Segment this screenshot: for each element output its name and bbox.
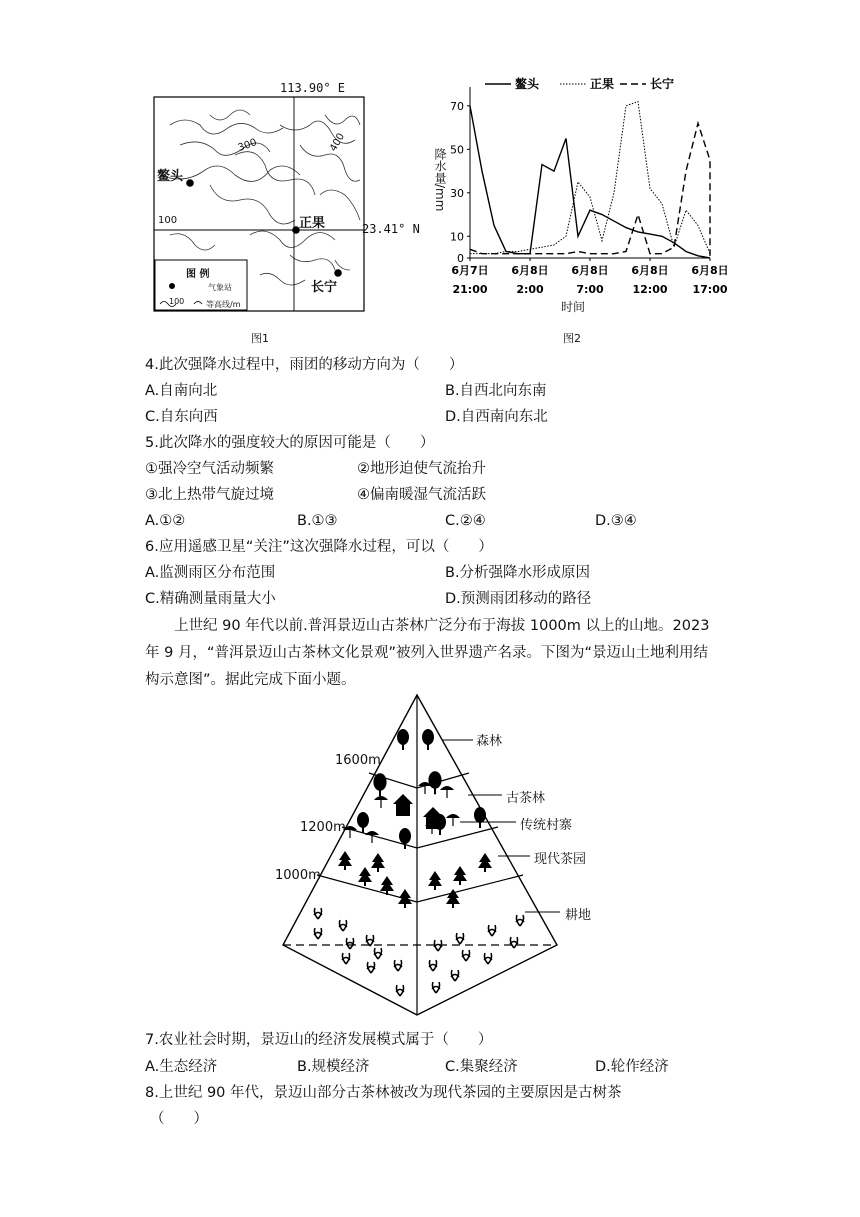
q5-statement-1: ①强冷空气活动频繁	[145, 461, 274, 477]
q5-option-b: B.①③	[297, 513, 338, 529]
q5-option-a: A.①②	[145, 513, 186, 529]
x-tick-time: 12:00	[632, 283, 668, 296]
x-tick-time: 7:00	[576, 283, 604, 296]
legend-contour-sample-label: 100	[169, 297, 185, 306]
q4-option-b: B.自西北向东南	[445, 383, 547, 399]
y-tick-label: 50	[450, 143, 464, 157]
station-zhengguo-label: 正果	[299, 216, 326, 231]
y-tick-label: 0	[457, 252, 464, 265]
label-farmland: 耕地	[565, 908, 592, 923]
x-tick-date: 6月7日	[451, 264, 489, 277]
series-line-0	[470, 106, 710, 258]
figure-3-pyramid	[270, 690, 630, 1020]
q5-option-c: C.②④	[445, 513, 486, 529]
elevation-1600m: 1600m	[335, 753, 381, 768]
x-tick-time: 21:00	[452, 283, 488, 296]
station-changning-label: 长宁	[311, 280, 338, 295]
q5-statement-2: ②地形迫使气流抬升	[357, 461, 486, 477]
series-line-2	[470, 123, 710, 256]
chart-y-axis-label: 降水量/mm	[433, 148, 447, 212]
label-forest: 森林	[476, 734, 503, 749]
q4-option-d: D.自西南向东北	[445, 409, 548, 425]
pyramid-outline	[283, 695, 557, 1015]
y-tick-label: 30	[450, 186, 464, 200]
question-6-stem: 6.应用遥感卫星“关注”这次强降水过程，可以（ ）	[145, 539, 493, 555]
label-ancient-tea-forest: 古茶林	[506, 791, 546, 806]
map-canvas	[150, 85, 420, 325]
precipitation-chart	[430, 70, 730, 325]
elevation-1000m: 1000m	[275, 868, 321, 883]
chart-x-axis-label: 时间	[561, 300, 586, 314]
y-tick-label: 70	[450, 99, 464, 113]
legend-label-2: 长宁	[650, 77, 675, 91]
legend-contour-label: 等高线/m	[206, 300, 241, 309]
legend-label-0: 鳌头	[515, 77, 540, 91]
label-traditional-village: 传统村寨	[520, 818, 573, 833]
question-8-stem: 8.上世纪 90 年代，景迈山部分古茶林被改为现代茶园的主要原因是古树茶	[145, 1085, 622, 1101]
q4-option-a: A.自南向北	[145, 383, 218, 399]
q4-option-c: C.自东向西	[145, 409, 218, 425]
figure-1-map	[150, 81, 420, 325]
q5-option-d: D.③④	[595, 513, 637, 529]
contour-label-100: 100	[158, 215, 178, 226]
x-tick-date: 6月8日	[631, 264, 669, 277]
question-8-blank: （ ）	[150, 1111, 208, 1127]
figure-1-caption: 图1	[251, 332, 269, 345]
series-line-1	[470, 102, 710, 254]
passage-text: 上世纪 90 年代以前.普洱景迈山古茶林广泛分布于海拔 1000m 以上的山地。2023 年 9 月，“普洱景迈山古茶林文化景观”被列入世界遗产名录。下图为“景迈山土地利用结构示意图”。据此完成下面小题。	[145, 618, 710, 688]
station-aotou-label: 鳌头	[157, 169, 184, 184]
x-tick-date: 6月8日	[691, 264, 729, 277]
question-5-stem: 5.此次降水的强度较大的原因可能是（ ）	[145, 435, 435, 451]
q6-option-a: A.监测雨区分布范围	[145, 565, 276, 581]
label-modern-tea-garden: 现代茶园	[534, 852, 587, 867]
question-7-stem: 7.农业社会时期，景迈山的经济发展模式属于（ ）	[145, 1032, 493, 1048]
x-tick-time: 2:00	[516, 283, 544, 296]
q7-option-b: B.规模经济	[297, 1059, 370, 1075]
q7-option-c: C.集聚经济	[445, 1059, 518, 1075]
contour-label-400: 400	[328, 131, 348, 154]
figure-2-caption: 图2	[563, 332, 581, 345]
x-tick-date: 6月8日	[511, 264, 549, 277]
latitude-label: 23.41° N	[362, 222, 420, 236]
legend-station-label: 气象站	[208, 283, 232, 292]
q6-option-d: D.预测雨团移动的路径	[445, 591, 592, 607]
elevation-1200m: 1200m	[300, 820, 346, 835]
x-tick-date: 6月8日	[571, 264, 609, 277]
legend-title: 图 例	[186, 269, 210, 280]
x-tick-time: 17:00	[692, 283, 728, 296]
legend-station-dot	[169, 283, 175, 289]
q7-option-d: D.轮作经济	[595, 1059, 669, 1075]
station-aotou-dot	[186, 179, 194, 187]
longitude-label: 113.90° E	[280, 81, 346, 95]
contour-label-300: 300	[236, 137, 259, 154]
figure-2-chart	[430, 70, 730, 325]
q5-statement-4: ④偏南暖湿气流活跃	[357, 487, 486, 503]
q5-statement-3: ③北上热带气旋过境	[145, 487, 274, 503]
q6-option-c: C.精确测量雨量大小	[145, 591, 276, 607]
q6-option-b: B.分析强降水形成原因	[445, 565, 591, 581]
y-tick-label: 10	[450, 230, 464, 244]
question-4-stem: 4.此次强降水过程中，雨团的移动方向为（ ）	[145, 357, 464, 373]
q7-option-a: A.生态经济	[145, 1059, 218, 1075]
legend-label-1: 正果	[590, 77, 615, 91]
